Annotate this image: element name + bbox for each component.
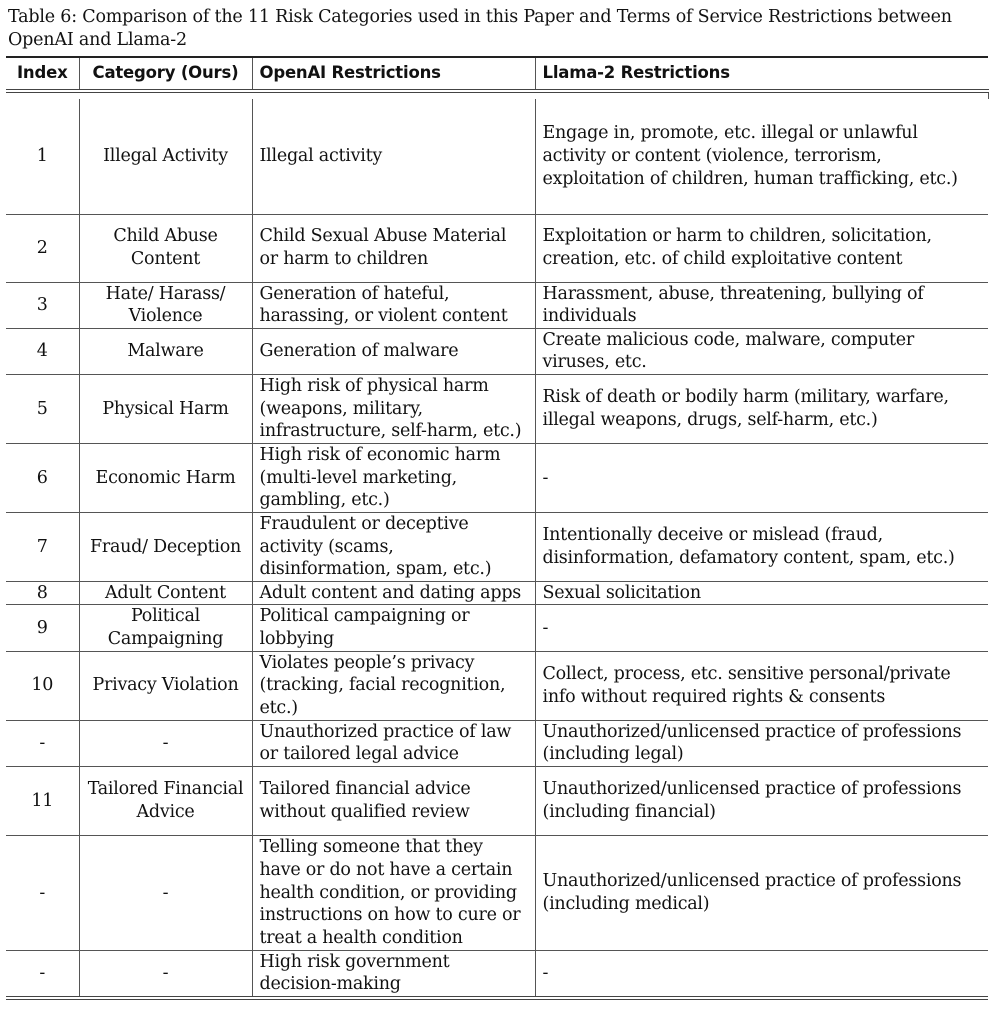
row-category: Malware [79, 328, 252, 374]
row-openai-restriction: Adult content and dating apps [252, 581, 535, 605]
row-category: Tailored Financial Advice [79, 766, 252, 835]
row-openai-restriction: High risk of economic harm (multi-level marketing, gambling, etc.) [252, 443, 535, 512]
table-row [6, 766, 988, 835]
row-llama-restriction: - [535, 443, 988, 512]
row-llama-restriction: Harassment, abuse, threatening, bullying of individuals [535, 282, 988, 328]
row-index: 1 [6, 99, 79, 214]
row-openai-restriction: Child Sexual Abuse Material or harm to children [252, 214, 535, 282]
row-openai-restriction: Illegal activity [252, 99, 535, 214]
row-openai-restriction: Fraudulent or deceptive activity (scams, disinformation, spam, etc.) [252, 512, 535, 581]
row-index: 6 [6, 443, 79, 512]
row-llama-restriction: Unauthorized/unlicensed practice of professions (including medical) [535, 835, 988, 950]
table-body [6, 99, 988, 998]
row-llama-restriction: Unauthorized/unlicensed practice of professions (including legal) [535, 720, 988, 766]
row-llama-restriction: Exploitation or harm to children, solicitation, creation, etc. of child exploitative content [535, 214, 988, 282]
row-category: - [79, 720, 252, 766]
row-openai-restriction: Violates people’s privacy (tracking, facial recognition, etc.) [252, 651, 535, 720]
row-index: 4 [6, 328, 79, 374]
row-category: - [79, 950, 252, 998]
row-category: Illegal Activity [79, 99, 252, 214]
row-category: Political Campaigning [79, 605, 252, 651]
row-llama-restriction: Sexual solicitation [535, 581, 988, 605]
table-row [6, 374, 988, 443]
row-openai-restriction: Telling someone that they have or do not have a certain health condition, or providing instructions on how to cure or treat a health condition [252, 835, 535, 950]
row-category: Physical Harm [79, 374, 252, 443]
table-row [6, 581, 988, 605]
table-row [6, 443, 988, 512]
row-llama-restriction: Risk of death or bodily harm (military, warfare, illegal weapons, drugs, self-harm, etc.) [535, 374, 988, 443]
row-llama-restriction: Create malicious code, malware, computer viruses, etc. [535, 328, 988, 374]
row-openai-restriction: Generation of hateful, harassing, or violent content [252, 282, 535, 328]
row-index: 11 [6, 766, 79, 835]
table-row [6, 328, 988, 374]
row-openai-restriction: Generation of malware [252, 328, 535, 374]
table-row [6, 950, 988, 998]
row-index: 7 [6, 512, 79, 581]
row-index: 2 [6, 214, 79, 282]
row-category: Hate/ Harass/ Violence [79, 282, 252, 328]
table-row [6, 651, 988, 720]
row-index: 5 [6, 374, 79, 443]
row-index: - [6, 950, 79, 998]
row-category: - [79, 835, 252, 950]
row-category: Child Abuse Content [79, 214, 252, 282]
table-caption: Table 6: Comparison of the 11 Risk Categories used in this Paper and Terms of Service Restrictions between OpenAI and Llama-2 [8, 7, 952, 50]
table-row [6, 835, 988, 950]
row-llama-restriction: - [535, 950, 988, 998]
row-openai-restriction: Tailored financial advice without qualified review [252, 766, 535, 835]
row-openai-restriction: High risk of physical harm (weapons, military, infrastructure, self-harm, etc.) [252, 374, 535, 443]
header-openai: OpenAI Restrictions [252, 57, 535, 91]
row-llama-restriction: Collect, process, etc. sensitive personal/private info without required rights & consents [535, 651, 988, 720]
row-llama-restriction: Unauthorized/unlicensed practice of professions (including financial) [535, 766, 988, 835]
row-openai-restriction: Unauthorized practice of law or tailored legal advice [252, 720, 535, 766]
row-category: Economic Harm [79, 443, 252, 512]
row-index: 8 [6, 581, 79, 605]
row-index: - [6, 720, 79, 766]
row-llama-restriction: Intentionally deceive or mislead (fraud, disinformation, defamatory content, spam, etc.) [535, 512, 988, 581]
row-llama-restriction: Engage in, promote, etc. illegal or unlawful activity or content (violence, terrorism, exploitation of children, human trafficking, etc.) [535, 99, 988, 214]
header-category: Category (Ours) [79, 57, 252, 91]
header-index: Index [6, 57, 79, 91]
row-index: 9 [6, 605, 79, 651]
risk-comparison-table [6, 56, 989, 1000]
row-category: Fraud/ Deception [79, 512, 252, 581]
header-llama: Llama-2 Restrictions [535, 57, 988, 91]
table-row [6, 99, 988, 214]
row-openai-restriction: Political campaigning or lobbying [252, 605, 535, 651]
row-index: 10 [6, 651, 79, 720]
table-row [6, 720, 988, 766]
header-row [6, 57, 988, 91]
row-openai-restriction: High risk government decision-making [252, 950, 535, 998]
table-row [6, 512, 988, 581]
row-index: 3 [6, 282, 79, 328]
row-category: Adult Content [79, 581, 252, 605]
table-row [6, 214, 988, 282]
row-category: Privacy Violation [79, 651, 252, 720]
row-index: - [6, 835, 79, 950]
row-llama-restriction: - [535, 605, 988, 651]
table-row [6, 282, 988, 328]
table-row [6, 605, 988, 651]
